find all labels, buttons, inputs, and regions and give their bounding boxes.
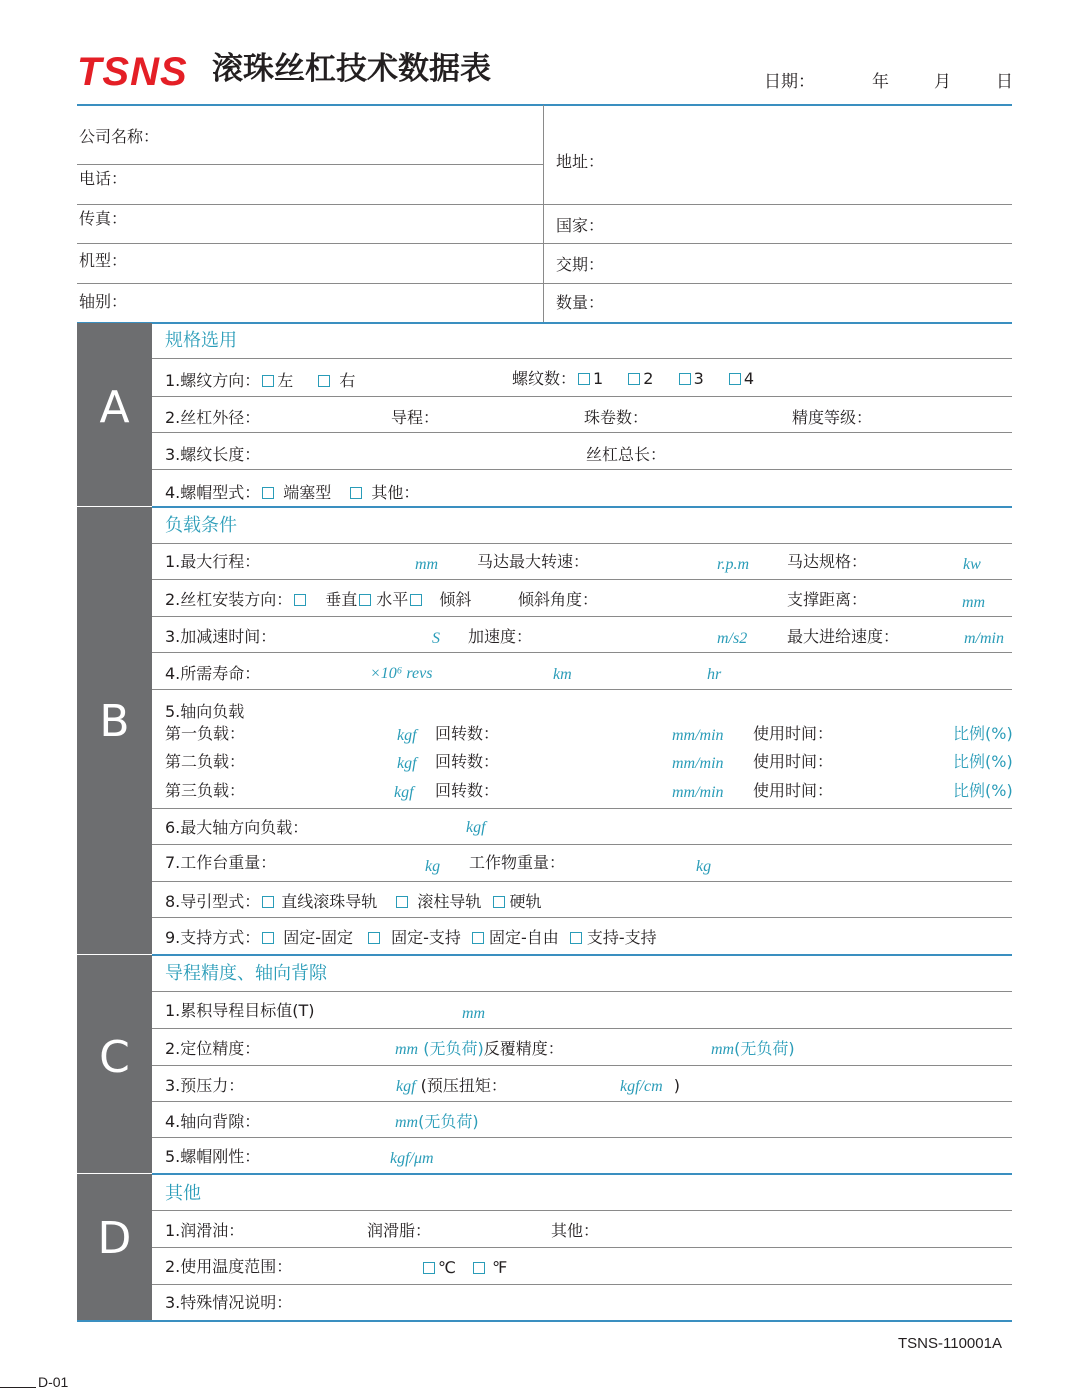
grease-label: 润滑脂： — [367, 1221, 432, 1240]
horizontal-checkbox[interactable] — [359, 594, 371, 606]
accel-time-label: 3.加减速时间： — [165, 627, 277, 646]
rule — [152, 616, 1012, 617]
thread-1: 1 — [593, 369, 604, 388]
support-support-option: 支持-支持 — [586, 928, 657, 947]
ball-turns-label: 珠卷数： — [584, 408, 649, 427]
nut-stiffness-label: 5.螺帽刚性： — [165, 1147, 261, 1166]
celsius-checkbox[interactable] — [423, 1262, 435, 1274]
section-c-title: 导程精度、轴向背隙 — [165, 963, 327, 984]
axis-label: 轴别： — [79, 292, 128, 311]
thread-1-checkbox[interactable] — [578, 373, 590, 385]
section-c-bar — [77, 955, 152, 1173]
other-lube-label: 其他： — [551, 1221, 600, 1240]
stroke-unit: mm — [415, 556, 439, 573]
load-3-ratio: 比例(%) — [953, 781, 1013, 800]
date-label: 日期： — [764, 72, 815, 92]
torque-unit: kgf/cm — [620, 1078, 663, 1095]
rule — [152, 881, 1012, 882]
load-2-rev-unit: mm/min — [672, 755, 724, 772]
load-2-ratio: 比例(%) — [953, 752, 1013, 771]
horizontal-option: 水平 — [376, 590, 409, 609]
thread-3: 3 — [693, 369, 704, 388]
preload-label: 3.预压力： — [165, 1076, 245, 1095]
load-1-ratio: 比例(%) — [953, 724, 1013, 743]
temp-unit-row — [421, 1258, 507, 1278]
thread-direction-row — [165, 371, 355, 391]
fax-label: 传真： — [79, 209, 128, 228]
work-weight-label: 工作物重量： — [469, 853, 566, 872]
section-rule — [152, 954, 1012, 956]
torque-unit-group — [620, 1076, 680, 1097]
thread-length-label: 3.螺纹长度： — [165, 445, 261, 464]
rule — [152, 1247, 1012, 1248]
model-label: 机型： — [79, 251, 128, 270]
outer-diameter-label: 2.丝杠外径： — [165, 408, 261, 427]
load-1-unit: kgf — [397, 727, 417, 744]
celsius-option: ℃ — [438, 1258, 456, 1277]
rule — [152, 1137, 1012, 1138]
fixed-free-checkbox[interactable] — [472, 932, 484, 944]
rule — [152, 543, 1012, 544]
nut-type-row — [165, 483, 419, 503]
hard-rail-option: 硬轨 — [509, 892, 542, 911]
lube-oil-label: 1.润滑油： — [165, 1221, 245, 1240]
country-label: 国家： — [556, 216, 605, 235]
section-rule — [152, 1173, 1012, 1175]
work-weight-unit: kg — [696, 858, 712, 875]
load-2-time-label: 使用时间： — [753, 752, 834, 771]
section-d-title: 其他 — [165, 1183, 201, 1204]
left-option: 左 — [277, 371, 294, 390]
rule — [152, 991, 1012, 992]
repeatability-label: 反覆精度： — [483, 1039, 564, 1058]
page-number: D-01 — [38, 1374, 69, 1390]
temp-range-label: 2.使用温度范围： — [165, 1257, 293, 1276]
section-a-title: 规格选用 — [165, 330, 237, 351]
fahrenheit-checkbox[interactable] — [473, 1262, 485, 1274]
rule — [77, 283, 1012, 284]
rule — [152, 432, 1012, 433]
km-unit: km — [553, 666, 572, 683]
load-1-label: 第一负载： — [165, 724, 246, 743]
company-name-label: 公司名称： — [79, 127, 160, 146]
section-rule — [77, 322, 1012, 324]
backlash-label: 4.轴向背隙： — [165, 1112, 261, 1131]
repeatability-unit-group — [711, 1039, 795, 1060]
left-checkbox[interactable] — [262, 375, 274, 387]
load-2-rev-label: 回转数： — [435, 752, 500, 771]
support-type-label: 9.支持方式： — [165, 928, 261, 947]
accel-unit: m/s2 — [717, 630, 748, 647]
section-c-letter: C — [99, 1032, 130, 1083]
accuracy-grade-label: 精度等级： — [792, 408, 873, 427]
section-rule — [152, 506, 1012, 508]
nut-type-label: 4.螺帽型式： — [165, 483, 261, 502]
load-3-unit: kgf — [394, 784, 414, 801]
preload-unit-group — [396, 1076, 507, 1097]
rpm-unit: r.p.m — [717, 556, 750, 573]
preload-torque-label: (预压扭矩： — [420, 1076, 507, 1095]
motor-spec-label: 马达规格： — [787, 552, 868, 571]
thread-direction-label: 1.螺纹方向： — [165, 371, 261, 390]
revs-unit: ×10⁶ revs — [370, 665, 433, 682]
vertical-option: 垂直 — [325, 590, 358, 609]
linear-guide-option: 直线滚珠导轨 — [281, 892, 378, 911]
fixed-support-option: 固定-支持 — [391, 928, 461, 947]
repeatability-noload: (无负荷) — [734, 1039, 795, 1058]
fixed-free-option: 固定-自由 — [489, 928, 559, 947]
page-rule — [0, 1387, 36, 1388]
section-a-letter: A — [99, 382, 130, 433]
section-d-letter: D — [97, 1213, 132, 1264]
kw-unit: kw — [963, 556, 981, 573]
thread-count-row — [512, 369, 754, 389]
fixed-support-checkbox[interactable] — [368, 932, 380, 944]
repeatability-unit: mm — [711, 1041, 735, 1058]
guide-type-label: 8.导引型式： — [165, 892, 261, 911]
thread-2-checkbox[interactable] — [628, 373, 640, 385]
table-weight-label: 7.工作台重量： — [165, 853, 277, 872]
end-cap-checkbox[interactable] — [262, 487, 274, 499]
rule — [152, 808, 1012, 809]
rule — [152, 1101, 1012, 1102]
phone-label: 电话： — [79, 169, 128, 188]
end-cap-option: 端塞型 — [283, 483, 332, 502]
logo: TSNS — [77, 50, 188, 94]
positioning-noload: (无负荷) — [423, 1039, 484, 1058]
load-3-label: 第三负载： — [165, 781, 246, 800]
special-notes-label: 3.特殊情况说明： — [165, 1293, 293, 1312]
rule — [152, 358, 1012, 359]
backlash-unit-group — [395, 1112, 479, 1133]
load-3-time-label: 使用时间： — [753, 781, 834, 800]
load-1-rev-unit: mm/min — [672, 727, 724, 744]
fahrenheit-option: ℉ — [492, 1258, 508, 1277]
address-label: 地址： — [556, 152, 605, 171]
thread-4: 4 — [743, 369, 755, 388]
rule — [77, 243, 1012, 244]
roller-guide-checkbox[interactable] — [396, 896, 408, 908]
positioning-label: 2.定位精度： — [165, 1039, 261, 1058]
positioning-unit: mm — [395, 1041, 419, 1058]
rule — [77, 164, 543, 165]
quantity-label: 数量： — [556, 293, 605, 312]
rule — [152, 844, 1012, 845]
load-1-rev-label: 回转数： — [435, 724, 500, 743]
seconds-unit: S — [432, 630, 440, 647]
thread-3-checkbox[interactable] — [679, 373, 691, 385]
section-d-bar — [77, 1174, 152, 1321]
table-weight-unit: kg — [425, 858, 441, 875]
motor-speed-label: 马达最大转速： — [477, 552, 590, 571]
page-title: 滚珠丝杠技术数据表 — [212, 51, 491, 87]
section-b-letter: B — [99, 696, 130, 747]
linear-guide-checkbox[interactable] — [262, 896, 274, 908]
rule — [152, 1028, 1012, 1029]
preload-unit: kgf — [396, 1078, 416, 1095]
hr-unit: hr — [707, 666, 722, 683]
span-unit: mm — [962, 594, 986, 611]
positioning-unit-group — [395, 1039, 564, 1060]
fixed-fixed-option: 固定-固定 — [283, 928, 354, 947]
date-month: 月 — [934, 72, 951, 92]
torque-close: ) — [673, 1076, 680, 1095]
rule — [152, 1210, 1012, 1211]
axial-load-title: 5.轴向负载 — [165, 702, 245, 721]
rule — [152, 396, 1012, 397]
rule — [152, 652, 1012, 653]
install-direction-row — [165, 590, 471, 610]
right-option: 右 — [339, 371, 356, 390]
rule — [152, 917, 1012, 918]
form-code: TSNS-110001A — [898, 1335, 1002, 1352]
rule — [152, 1284, 1012, 1285]
load-3-rev-unit: mm/min — [672, 784, 724, 801]
acceleration-label: 加速度： — [468, 627, 533, 646]
cumulative-lead-label: 1.累积导程目标值(T) — [165, 1001, 315, 1020]
life-label: 4.所需寿命： — [165, 664, 261, 683]
delivery-label: 交期： — [556, 255, 605, 274]
hard-rail-checkbox[interactable] — [493, 896, 505, 908]
max-axial-load-unit: kgf — [466, 819, 486, 836]
section-b-bar — [77, 507, 152, 954]
support-support-checkbox[interactable] — [570, 932, 582, 944]
rule — [77, 204, 1012, 205]
other-nut-checkbox[interactable] — [350, 487, 362, 499]
load-2-unit: kgf — [397, 755, 417, 772]
feed-unit: m/min — [964, 630, 1004, 647]
info-divider — [543, 105, 544, 322]
nut-stiffness-unit: kgf/μm — [390, 1150, 434, 1167]
cumulative-lead-unit: mm — [462, 1005, 486, 1022]
rule — [152, 579, 1012, 580]
roller-guide-option: 滚柱导轨 — [417, 892, 482, 911]
section-rule — [77, 1320, 1012, 1322]
load-1-time-label: 使用时间： — [753, 724, 834, 743]
max-feed-label: 最大进给速度： — [787, 627, 900, 646]
other-nut-option: 其他： — [371, 483, 420, 502]
guide-type-row — [165, 892, 542, 912]
vertical-checkbox[interactable] — [294, 594, 306, 606]
thread-2: 2 — [643, 369, 654, 388]
thread-count-label: 螺纹数： — [512, 369, 577, 388]
max-stroke-label: 1.最大行程： — [165, 552, 261, 571]
right-checkbox[interactable] — [318, 375, 330, 387]
fixed-fixed-checkbox[interactable] — [262, 932, 274, 944]
tilt-option: 倾斜 — [439, 590, 472, 609]
rule — [152, 689, 1012, 690]
rule — [152, 469, 1012, 470]
max-axial-load-label: 6.最大轴方向负载： — [165, 818, 309, 837]
date-day: 日 — [996, 72, 1013, 92]
date-year: 年 — [872, 72, 889, 92]
section-a-bar — [77, 323, 152, 506]
total-length-label: 丝杠总长： — [586, 445, 667, 464]
section-b-title: 负载条件 — [165, 515, 237, 536]
tilt-angle-label: 倾斜角度： — [518, 590, 599, 609]
load-2-label: 第二负载： — [165, 752, 246, 771]
support-span-label: 支撑距离： — [787, 590, 868, 609]
tilt-checkbox[interactable] — [410, 594, 422, 606]
thread-4-checkbox[interactable] — [729, 373, 741, 385]
rule — [152, 1065, 1012, 1066]
lead-label: 导程： — [391, 408, 440, 427]
backlash-unit: mm — [395, 1114, 419, 1131]
header-rule — [77, 104, 1012, 106]
install-direction-label: 2.丝杠安装方向： — [165, 590, 293, 609]
backlash-noload: (无负荷) — [418, 1112, 479, 1131]
load-3-rev-label: 回转数： — [435, 781, 500, 800]
support-type-row — [165, 928, 657, 948]
